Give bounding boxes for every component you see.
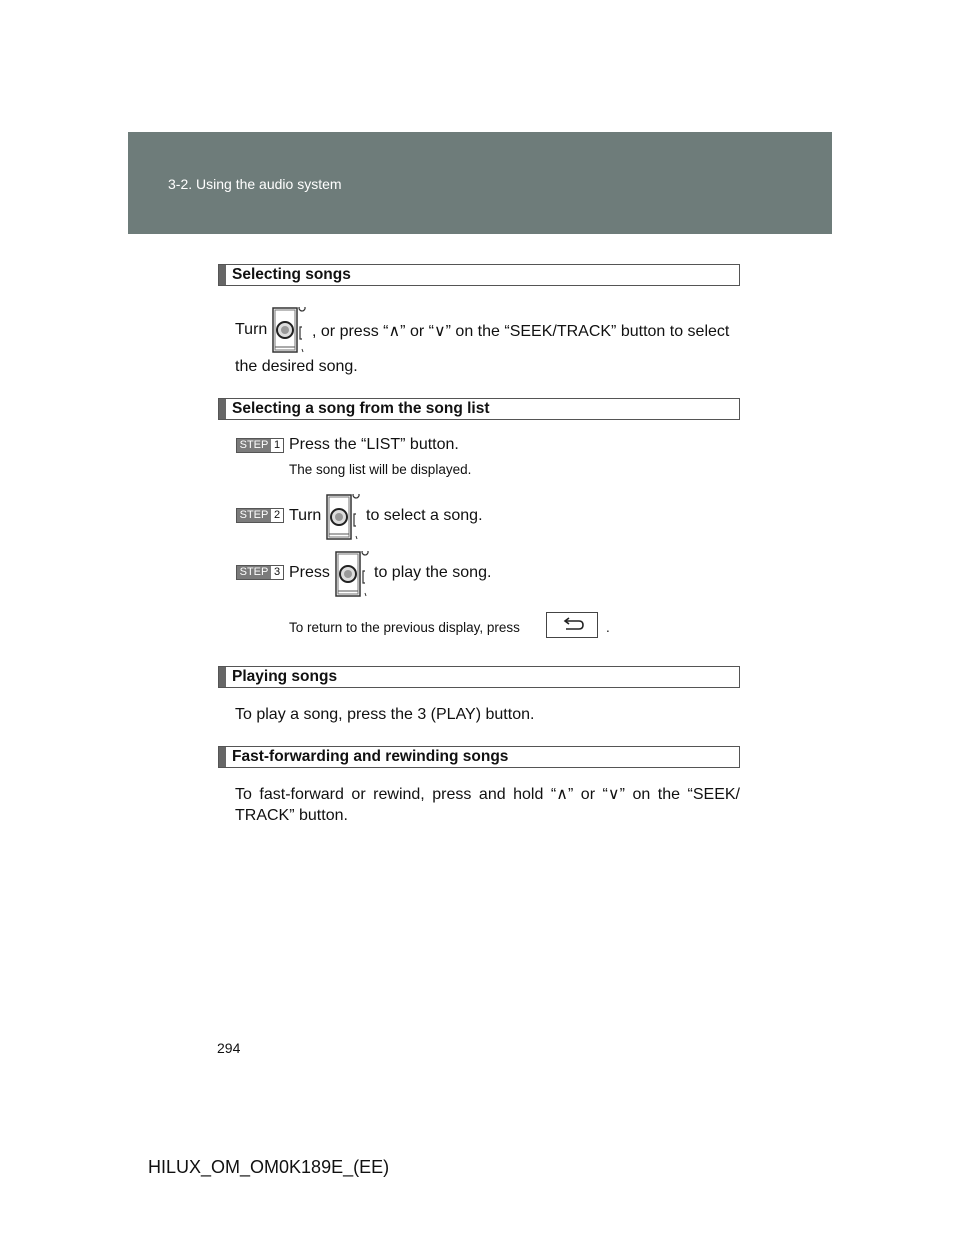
section-title: Selecting songs [232, 266, 351, 283]
step-label: STEP [237, 566, 271, 579]
section-title: Fast-forwarding and rewinding songs [232, 748, 509, 765]
tune-knob-icon [326, 494, 364, 540]
step-label: STEP [237, 509, 271, 522]
step-number: 2 [271, 509, 283, 522]
body-text: , or press “∧” or “∨” on the “SEEK/TRACK” button to select [312, 323, 730, 340]
section-header-title: 3-2. Using the audio system [168, 176, 342, 192]
back-button [546, 612, 598, 638]
step-text: Press [289, 564, 330, 581]
step-number: 3 [271, 566, 283, 579]
section-title: Selecting a song from the song list [232, 400, 490, 417]
return-note: To return to the previous display, press [289, 620, 520, 635]
step-label: STEP [237, 439, 271, 452]
body-text: the desired song. [235, 358, 358, 375]
page-number: 294 [217, 1040, 241, 1056]
step-text: to select a song. [366, 507, 483, 524]
step-badge-1 [236, 438, 284, 453]
step-text: Press the “LIST” button. [289, 436, 459, 453]
section-title-box-ffwd [218, 746, 740, 768]
step-badge-3 [236, 565, 284, 580]
body-text: TRACK” button. [235, 807, 348, 824]
section-title: Playing songs [232, 668, 338, 685]
body-text: To fast-forward or rewind, press and hold “∧” or “∨” on the “SEEK/ [235, 786, 740, 803]
step-text: to play the song. [374, 564, 492, 581]
step-badge-2 [236, 508, 284, 523]
back-arrow-icon [547, 613, 597, 637]
section-title-box-playing [218, 666, 740, 688]
tune-knob-icon [335, 551, 373, 597]
return-note-end: . [606, 620, 610, 635]
body-text: Turn [235, 321, 268, 338]
step-number: 1 [271, 439, 283, 452]
section-title-box-song-list [218, 398, 740, 420]
tune-knob-icon [272, 307, 310, 353]
section-title-box-selecting-songs [218, 264, 740, 286]
step-text: Turn [289, 507, 322, 524]
footer-doc-id: HILUX_OM_OM0K189E_(EE) [148, 1157, 390, 1177]
step-note: The song list will be displayed. [289, 462, 472, 477]
body-text: To play a song, press the 3 (PLAY) button. [235, 706, 535, 723]
